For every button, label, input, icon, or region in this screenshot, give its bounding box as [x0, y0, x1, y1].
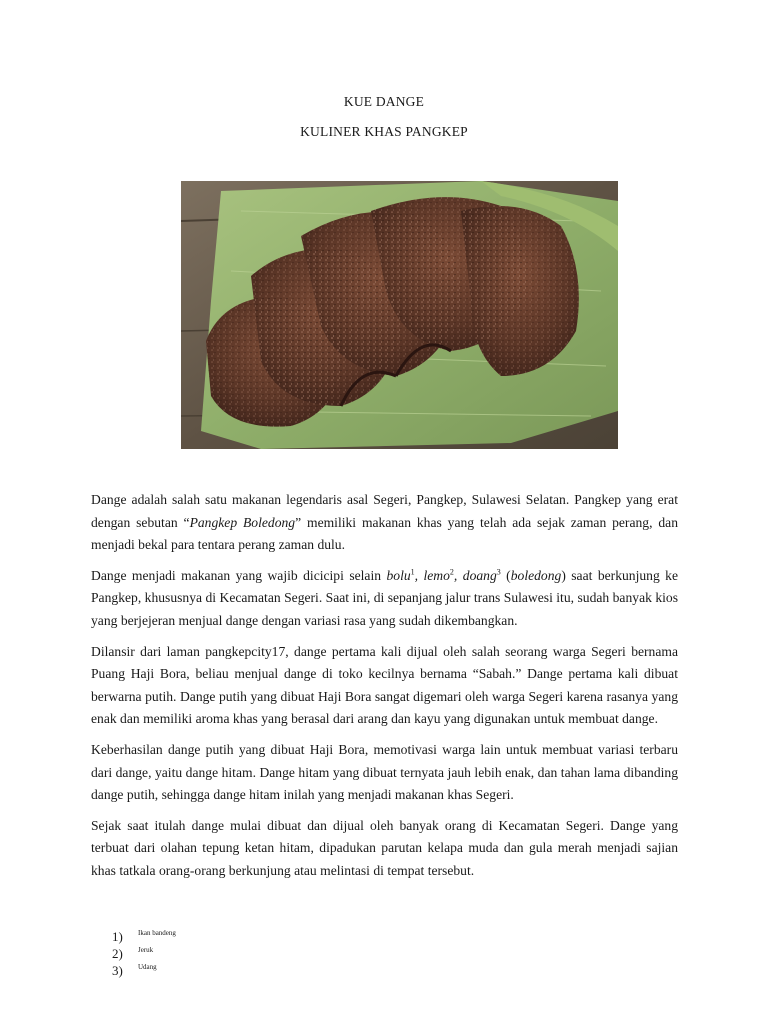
footnote-item [112, 945, 412, 962]
footnote-ref-1[interactable]: 1 [410, 567, 415, 577]
term-lemo: lemo [423, 567, 450, 583]
footnote-number: 2) [112, 946, 123, 961]
kue-dange-illustration [181, 181, 618, 449]
paragraph-1: Dange adalah salah satu makanan legendaris asal Segeri, Pangkep, Sulawesi Selatan. Pangkep yang erat dengan sebutan “Pangkep Boledong” memiliki makanan khas yang telah ada sejak zaman perang, dan menjadi bekal para tentara perang zaman dulu. [91, 492, 678, 553]
document-subtitle: KULINER KHAS PANGKEP [300, 124, 468, 139]
term-bolu: bolu [386, 567, 411, 583]
pangkep-boledong-term: Pangkep Boledong [189, 514, 296, 530]
document-title: KUE DANGE [343, 94, 425, 109]
footnote-ref-2[interactable]: 2 [449, 567, 454, 577]
paragraph-5: Sejak saat itulah dange mulai dibuat dan dijual oleh banyak orang di Kecamatan Segeri. Dange yang terbuat dari olahan tepung ketan hitam, dipadukan parutan kelapa muda dan gula merah menjadi sajian khas tatkala orang-orang berkunjung atau melintasi di tempat tersebut. [91, 817, 678, 878]
footnote-item [112, 928, 412, 945]
footnote-number: 3) [112, 963, 123, 978]
footnote-list [112, 928, 412, 979]
footnote-number: 1) [112, 929, 123, 944]
footnote-ref-3[interactable]: 3 [496, 567, 501, 577]
article-body [91, 489, 678, 891]
paragraph-4: Keberhasilan dange putih yang dibuat Haji Bora, memotivasi warga lain untuk membuat variasi terbaru dari dange, yaitu dange hitam. Dange hitam yang dibuat ternyata jauh lebih enak, dan tahan lama dibanding dange putih, sehingga dange hitam inilah yang menjadi makanan khas Segeri. [91, 741, 678, 803]
kue-dange-photo [181, 181, 618, 449]
paragraph-2: Dange menjadi makanan yang wajib dicicipi selain bolu$^1$, lemo$^2$, doang$^3$ (boledong) saat berkunjung ke Pangkep, khususnya di Kecamatan Segeri. Saat ini, di sepanjang jalur trans Sulawesi itu, sudah banyak kios yang berjejeran menjual dange dengan variasi rasa yang sudah dikembangkan. [91, 567, 679, 628]
footnote-text: Jeruk [138, 946, 154, 954]
footnote-text: Ikan bandeng [138, 929, 176, 937]
term-doang: doang [462, 567, 497, 583]
term-boledong: boledong [510, 567, 562, 583]
paragraph-3: Dilansir dari laman pangkepcity17, dange pertama kali dijual oleh salah seorang warga Segeri bernama Puang Haji Bora, beliau menjual dange di toko kecilnya bernama “Sabah.” Dange pertama kali dibuat berwarna putih. Dange putih yang dibuat Haji Bora sangat digemari oleh warga Segeri karena rasanya yang enak dan memiliki aroma khas yang berasal dari arang dan kayu yang digunakan untuk membuat dange. [91, 643, 678, 727]
footnote-item [112, 962, 412, 979]
footnote-text: Udang [138, 963, 157, 971]
